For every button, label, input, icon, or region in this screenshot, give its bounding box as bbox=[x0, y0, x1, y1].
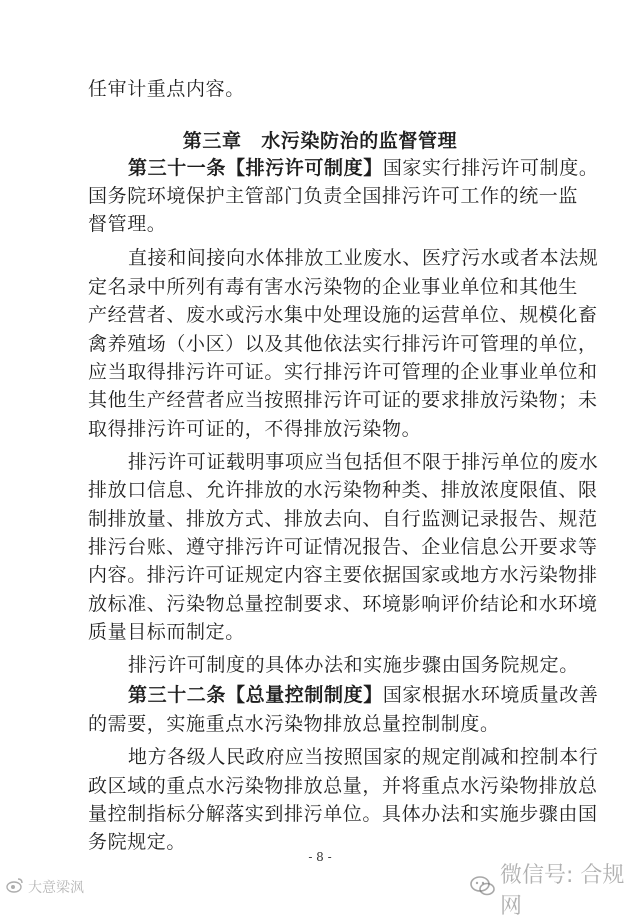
page-number: - 8 - bbox=[308, 850, 332, 864]
chapter-title: 第三章 水污染防治的监督管理 bbox=[182, 130, 458, 152]
text-line: 内容。排污许可证规定内容主要依据国家或地方水污染物排 bbox=[88, 564, 598, 586]
text-line: 产经营者、废水或污水集中处理设施的运营单位、规模化畜 bbox=[88, 304, 598, 326]
text-line: 督管理。 bbox=[88, 213, 167, 235]
text-line: 应当取得排污许可证。实行排污许可管理的企业事业单位和 bbox=[88, 361, 598, 383]
text-line: 质量目标而制定。 bbox=[88, 621, 245, 643]
article-31-text: 国家实行排污许可制度。 bbox=[382, 157, 599, 179]
text-line: 排污许可证载明事项应当包括但不限于排污单位的废水 bbox=[128, 451, 599, 473]
text-line: 务院规定。 bbox=[88, 831, 187, 853]
text-line: 量控制指标分解落实到排污单位。具体办法和实施步骤由国 bbox=[88, 803, 598, 825]
weibo-icon bbox=[6, 877, 24, 897]
text-line: 其他生产经营者应当按照排污许可证的要求排放污染物；未 bbox=[88, 389, 598, 411]
watermark-right bbox=[470, 858, 640, 920]
wechat-icon bbox=[470, 875, 496, 903]
text-line: 政区域的重点水污染物排放总量，并将重点水污染物排放总 bbox=[88, 775, 598, 797]
text-line: 定名录中所列有毒有害水污染物的企业事业单位和其他生 bbox=[88, 276, 579, 298]
text-line: 国务院环境保护主管部门负责全国排污许可工作的统一监 bbox=[88, 185, 579, 207]
watermark-left bbox=[6, 877, 84, 897]
text-line: 地方各级人民政府应当按照国家的规定削减和控制本行 bbox=[128, 746, 599, 768]
text-line: 禽养殖场（小区）以及其他依法实行排污许可管理的单位， bbox=[88, 333, 598, 355]
watermark-left-text: 大意梁沨 bbox=[28, 880, 84, 896]
text-line: 的需要，实施重点水污染物排放总量控制制度。 bbox=[88, 713, 500, 735]
article-31-title: 第三十一条【排污许可制度】 bbox=[128, 157, 383, 179]
text-line: 排污台账、遵守排污许可证情况报告、企业信息公开要求等 bbox=[88, 536, 598, 558]
article-31-heading bbox=[128, 157, 598, 179]
watermark-right-text: 微信号: 合规网 bbox=[500, 863, 625, 919]
article-32-title: 第三十二条【总量控制制度】 bbox=[128, 684, 383, 706]
article-32-heading bbox=[128, 684, 598, 706]
text-line: 排放口信息、允许排放的水污染物种类、排放浓度限值、限 bbox=[88, 479, 598, 501]
text-line: 任审计重点内容。 bbox=[88, 78, 245, 100]
article-32-text: 国家根据水环境质量改善 bbox=[382, 684, 599, 706]
text-line: 取得排污许可证的，不得排放污染物。 bbox=[88, 418, 422, 440]
text-line: 直接和间接向水体排放工业废水、医疗污水或者本法规 bbox=[128, 247, 599, 269]
text-line: 放标准、污染物总量控制要求、环境影响评价结论和水环境 bbox=[88, 593, 598, 615]
text-line: 排污许可制度的具体办法和实施步骤由国务院规定。 bbox=[128, 654, 579, 676]
text-line: 制排放量、排放方式、排放去向、自行监测记录报告、规范 bbox=[88, 508, 598, 530]
